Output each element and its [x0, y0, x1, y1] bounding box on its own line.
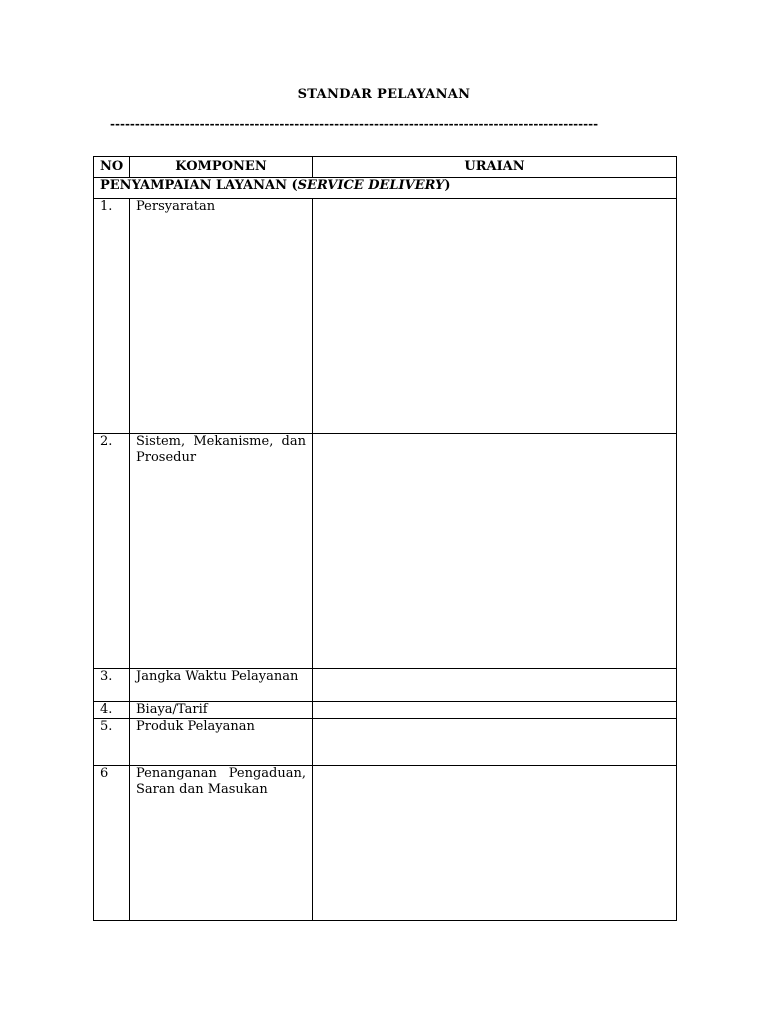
table-header-row — [94, 157, 677, 178]
row-uraian[interactable] — [313, 434, 677, 669]
row-komponen: Biaya/Tarif — [130, 702, 313, 719]
header-uraian: URAIAN — [313, 157, 677, 178]
table-row — [94, 199, 677, 434]
row-uraian[interactable] — [313, 766, 677, 921]
row-uraian[interactable] — [313, 702, 677, 719]
row-number: 1. — [94, 199, 130, 434]
table-row — [94, 669, 677, 702]
row-uraian[interactable] — [313, 669, 677, 702]
row-komponen: Persyaratan — [130, 199, 313, 434]
section-label-text: PENYAMPAIAN LAYANAN ( — [100, 178, 298, 193]
row-number: 5. — [94, 719, 130, 766]
section-label-end: ) — [444, 178, 451, 193]
table-row — [94, 702, 677, 719]
section-row-service-delivery — [94, 178, 677, 199]
section-label-italic: SERVICE DELIVERY — [297, 178, 445, 193]
table-row — [94, 434, 677, 669]
row-komponen: Sistem, Mekanisme, dan Prosedur — [130, 434, 313, 669]
row-number: 4. — [94, 702, 130, 719]
row-number: 3. — [94, 669, 130, 702]
row-komponen: Penanganan Pengaduan, Saran dan Masukan — [130, 766, 313, 921]
row-komponen: Produk Pelayanan — [130, 719, 313, 766]
row-uraian[interactable] — [313, 199, 677, 434]
row-number: 2. — [94, 434, 130, 669]
row-komponen: Jangka Waktu Pelayanan — [130, 669, 313, 702]
header-komponen: KOMPONEN — [130, 157, 313, 178]
table-row — [94, 766, 677, 921]
standard-service-table — [93, 156, 677, 921]
table-row — [94, 719, 677, 766]
separator-line: -------------------------------------------------------------------------------------------------- — [110, 117, 599, 131]
section-label — [94, 178, 677, 199]
row-uraian[interactable] — [313, 719, 677, 766]
header-no: NO — [94, 157, 130, 178]
row-number: 6 — [94, 766, 130, 921]
document-title: STANDAR PELAYANAN — [297, 87, 471, 102]
